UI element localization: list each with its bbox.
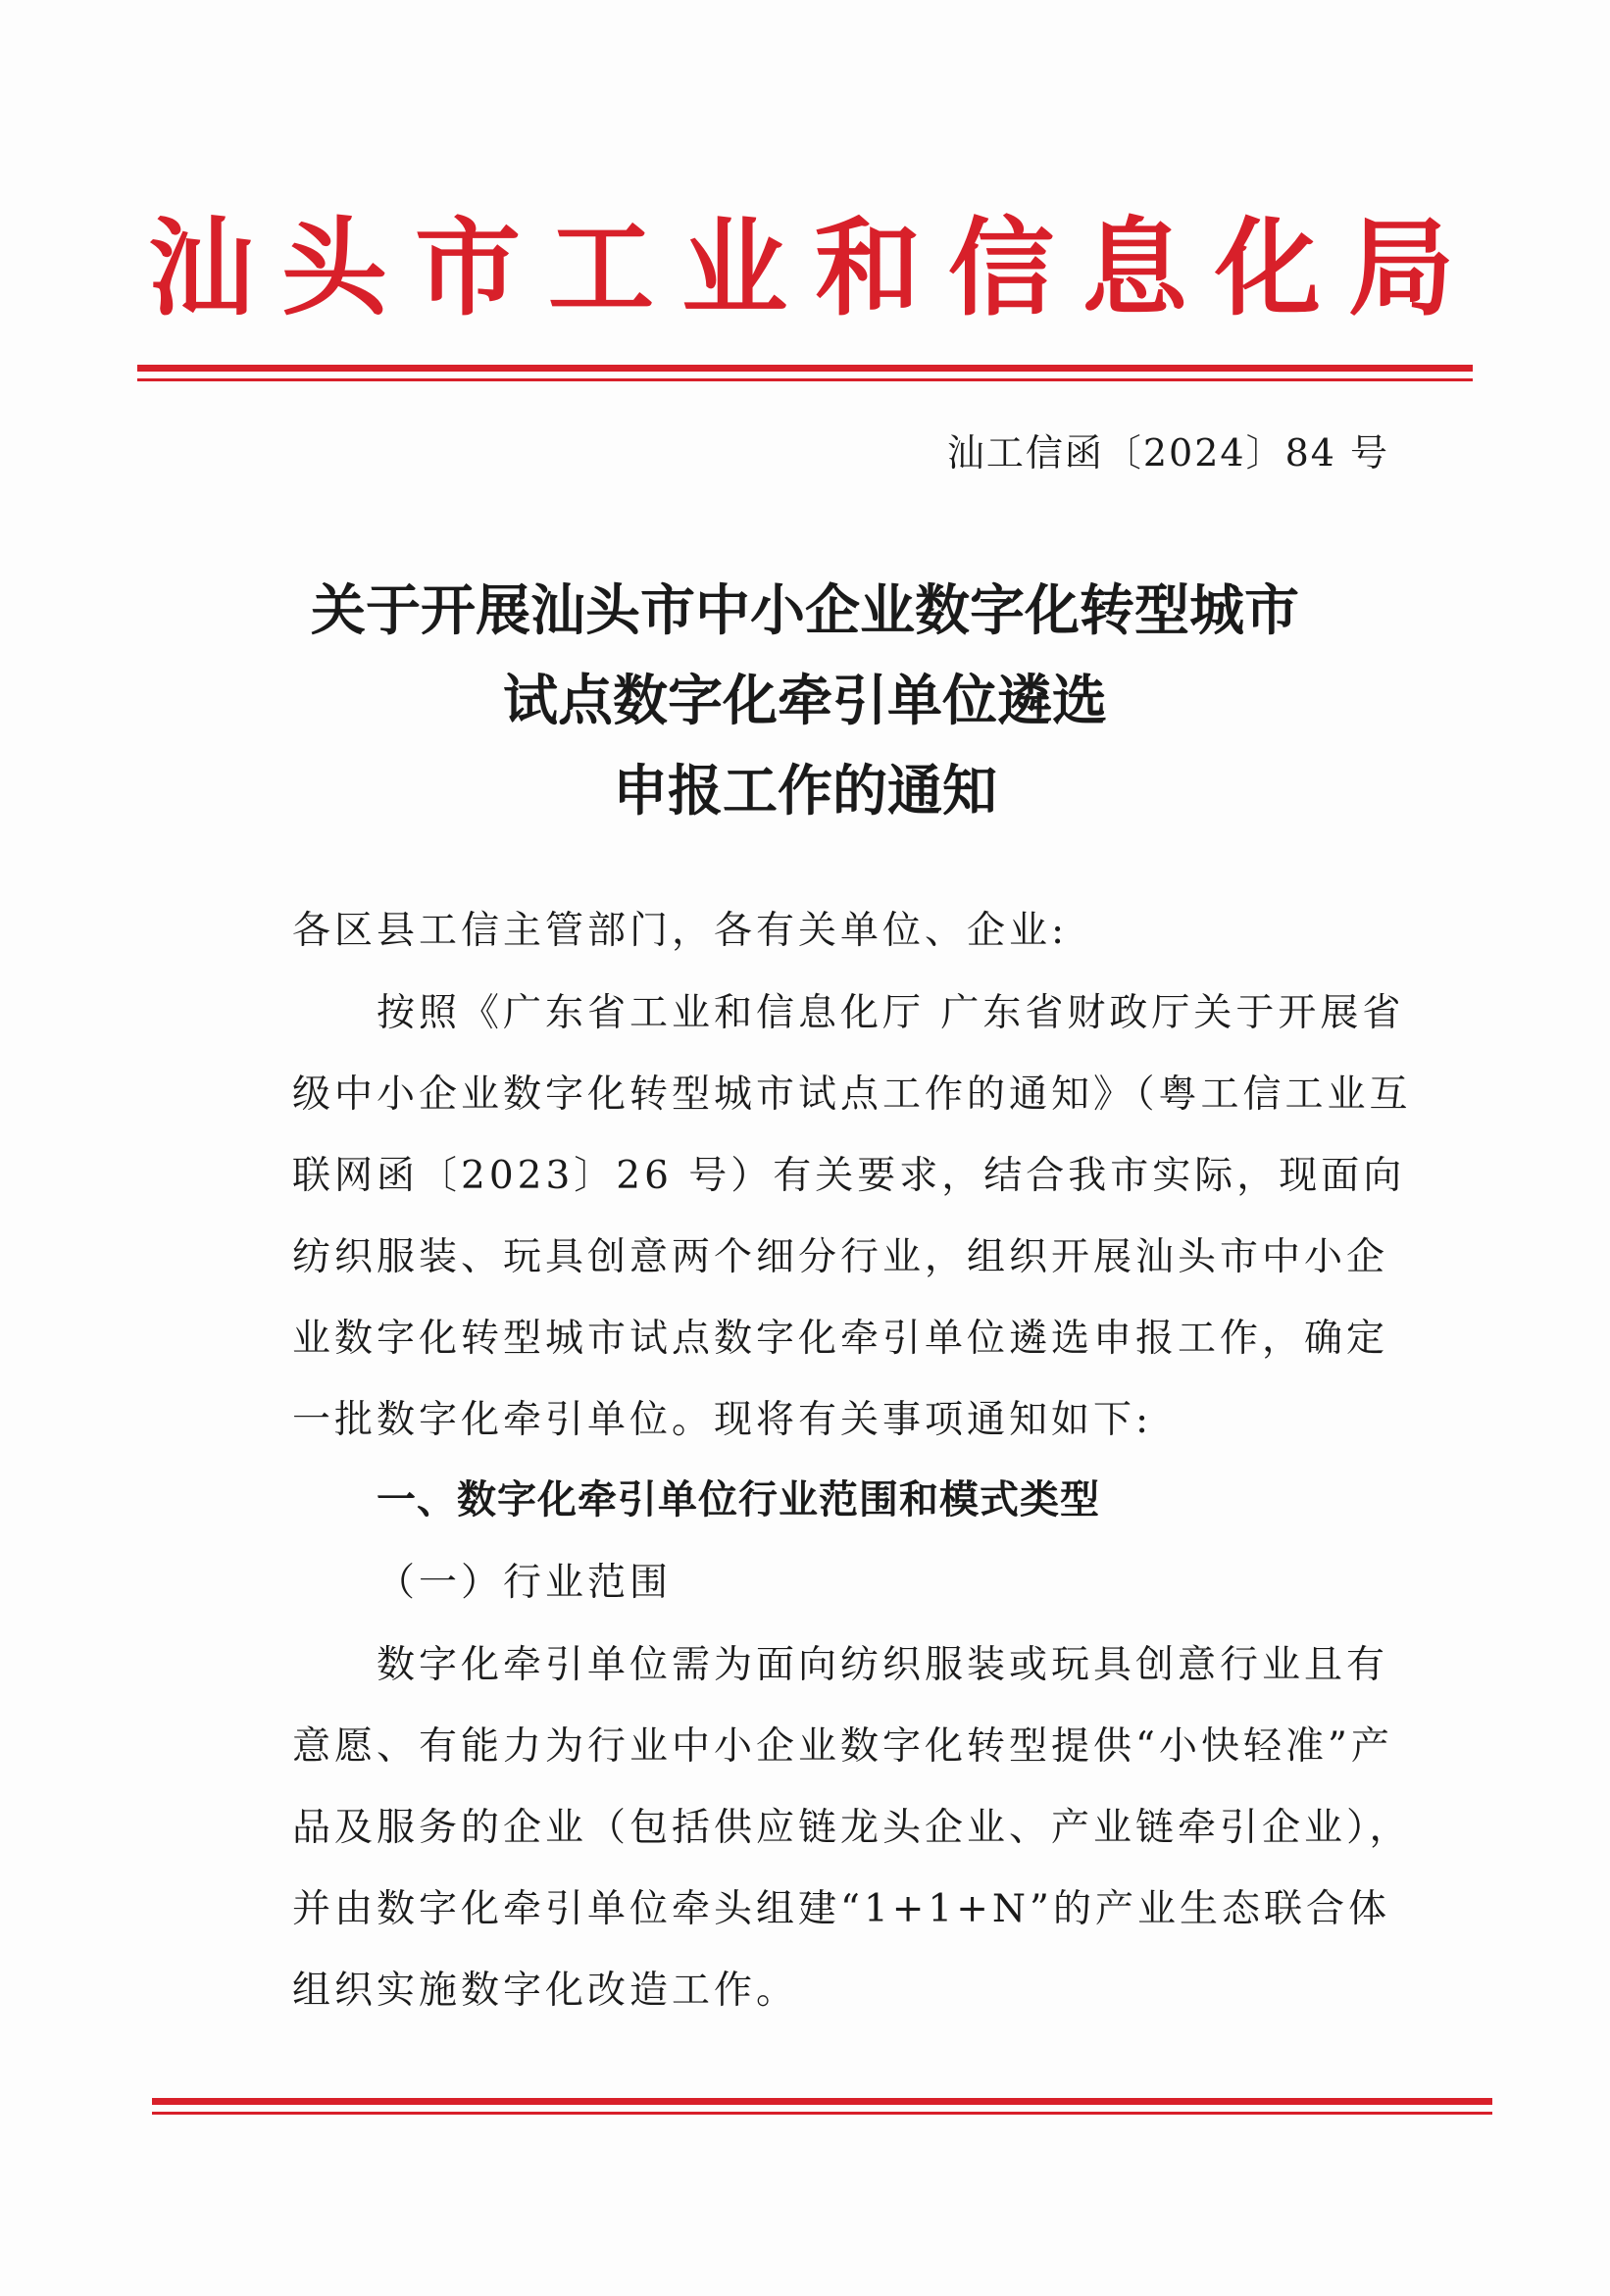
section-heading-1: 一、数字化牵引单位行业范围和模式类型 [377, 1477, 1100, 1522]
footer-red-rule-thick [152, 2098, 1492, 2105]
salutation: 各区县工信主管部门，各有关单位、企业: [292, 909, 1069, 953]
document-title [0, 567, 1610, 837]
header-red-rule-thin [137, 378, 1473, 381]
document-number: 汕工信函〔2024〕84 号 [946, 431, 1389, 474]
header-red-rule-thick [137, 365, 1473, 372]
footer-red-rule-thin [152, 2112, 1492, 2115]
body-paragraph-1: 按照《广东省工业和信息化厅 广东省财政厅关于开展省级中小企业数字化转型城市试点工作的通知》（粤工信工业互联网函〔2023〕26 号）有关要求，结合我市实际，现面向纺织服装、玩具创意两个细分行业，组织开展汕头市中小企业数字化转型城市试点数字化牵引单位遴选申报工作，确定一批数字化牵引单位。现将有关事项通知如下: [292, 991, 1412, 1442]
document-title-line-3: 申报工作的通知 [613, 760, 997, 824]
subsection-heading-1: （一）行业范围 [377, 1561, 673, 1605]
document-title-line-1: 关于开展汕头市中小企业数字化转型城市 [311, 579, 1299, 643]
issuing-organization-header: 汕头市工业和信息化局 [147, 208, 1482, 330]
body-paragraph-2: 数字化牵引单位需为面向纺织服装或玩具创意行业且有意愿、有能力为行业中小企业数字化转型提供“小快轻准”产品及服务的企业（包括供应链龙头企业、产业链牵引企业），并由数字化牵引单位牵头组建“1+1+N”的产业生态联合体组织实施数字化改造工作。 [292, 1643, 1412, 2013]
document-title-line-2: 试点数字化牵引单位遴选 [503, 670, 1107, 733]
